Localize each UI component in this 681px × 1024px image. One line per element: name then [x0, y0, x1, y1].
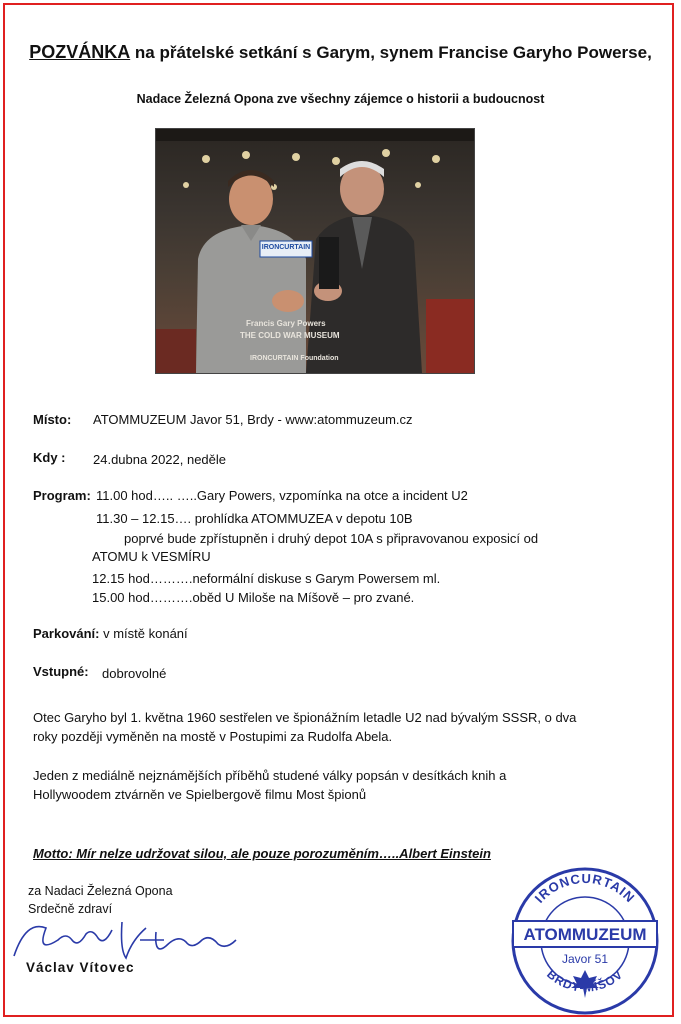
- program-line: 15.00 hod……….oběd U Miloše na Míšově – pro zvané.: [92, 590, 415, 605]
- plaque-label: IRONCURTAIN: [261, 244, 311, 251]
- when-label: Kdy :: [33, 450, 66, 465]
- entry-value: dobrovolné: [102, 666, 167, 681]
- signatory-name: Václav Vítovec: [26, 960, 135, 975]
- stamp-center-text: ATOMMUZEUM: [523, 925, 647, 944]
- stamp-bottom-arc: BRDY-MÍŠOV: [544, 967, 626, 995]
- title-keyword: POZVÁNKA: [29, 42, 131, 62]
- paragraph-2-line-2: Hollywoodem ztvárněn ve Spielbergově filmu Most špionů: [33, 787, 367, 802]
- program-line: 12.15 hod……….neformální diskuse s Garym Powersem ml.: [92, 571, 441, 586]
- parking-row: [33, 626, 188, 641]
- when-value: 24.dubna 2022, neděle: [93, 452, 227, 467]
- photo-caption-2: THE COLD WAR MUSEUM: [240, 331, 340, 340]
- photo-caption-3: IRONCURTAIN Foundation: [250, 355, 339, 362]
- stamp-graphic: [505, 866, 665, 1016]
- program-line: 11.30 – 12.15…. prohlídka ATOMMUZEA v depotu 10B: [96, 511, 413, 526]
- paragraph-2-line-1: Jeden z mediálně nejznámějších příběhů studené války popsán v desítkách knih a: [33, 768, 507, 783]
- place-label: Místo:: [33, 412, 72, 427]
- program-line: ATOMU k VESMÍRU: [92, 549, 211, 564]
- place-value: ATOMMUZEUM Javor 51, Brdy - www:atommuzeum.cz: [93, 412, 413, 427]
- parking-value: v místě konání: [99, 626, 188, 641]
- paragraph-1-line-1: Otec Garyho byl 1. května 1960 sestřelen ve špionážním letadle U2 nad bývalým SSSR, o dva: [33, 710, 577, 725]
- invitation-title: [0, 42, 681, 63]
- invitation-subtitle: Nadace Železná Opona zve všechny zájemce o historii a budoucnost: [136, 92, 545, 106]
- program-line: 11.00 hod….. …..Gary Powers, vzpomínka na otce a incident U2: [96, 488, 468, 503]
- museum-stamp: [505, 866, 665, 1016]
- stamp-sub-text: Javor 51: [561, 952, 609, 966]
- paragraph-1-line-2: roky později vyměněn na mostě v Postupimi za Rudolfa Abela.: [33, 729, 393, 744]
- svg-text:IRONCURTAIN: [532, 871, 638, 906]
- footer-line-1: za Nadaci Železná Opona: [28, 884, 173, 898]
- parking-label: Parkování:: [33, 626, 100, 641]
- title-rest: na přátelské setkání s Garym, synem Francise Garyho Powerse,: [130, 43, 652, 62]
- program-label: Program:: [33, 488, 91, 503]
- motto: Motto: Mír nelze udržovat silou, ale pouze porozuměním…..Albert Einstein: [33, 846, 491, 861]
- footer-line-2: Srdečně zdraví: [28, 902, 113, 916]
- entry-label: Vstupné:: [33, 664, 89, 679]
- stamp-top-arc: IRONCURTAIN: [531, 870, 639, 906]
- program-line: poprvé bude zpřístupněn i druhý depot 10A s připravovanou exposicí od: [124, 531, 539, 546]
- photo-caption-1: Francis Gary Powers: [246, 319, 326, 328]
- event-photo: [155, 128, 475, 374]
